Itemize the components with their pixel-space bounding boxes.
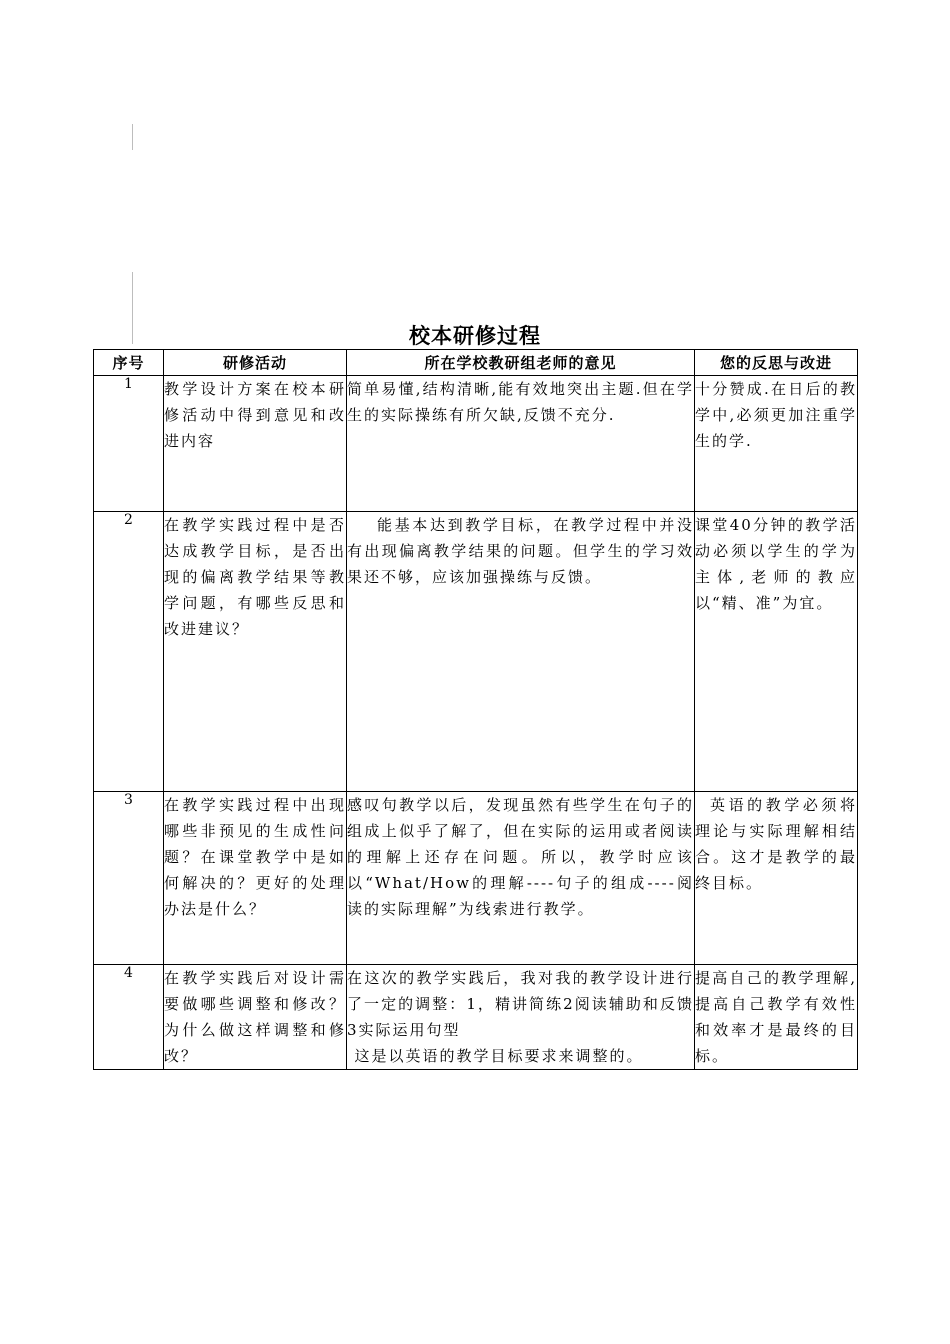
opinion-text: 简单易懂,结构清晰,能有效地突出主题.但在学生的实际操练有所欠缺,反馈不充分. bbox=[347, 380, 694, 424]
reflection-cell bbox=[695, 376, 858, 512]
header-reflection: 您的反思与改进 bbox=[695, 350, 858, 376]
page-title: 校本研修过程 bbox=[409, 324, 541, 348]
reflection-cell bbox=[695, 792, 858, 965]
margin-marker bbox=[132, 124, 133, 150]
table-row bbox=[94, 376, 858, 512]
opinion-note: 这是以英语的教学目标要求来调整的。 bbox=[354, 1047, 644, 1065]
header-activity: 研修活动 bbox=[164, 350, 347, 376]
research-table bbox=[93, 349, 858, 1070]
opinion-cell bbox=[347, 376, 695, 512]
opinion-cell bbox=[347, 512, 695, 792]
opinion-text: 感叹句教学以后，发现虽然有些学生在句子的组成上似乎了解了，但在实际的运用或者阅读的理解上还存在问题。所以，教学时应该以“What/How的理解----句子的组成----阅读的实际理解”为线索进行教学。 bbox=[347, 796, 694, 918]
opinion-text: 在这次的教学实践后，我对我的教学设计进行了一定的调整：1，精讲简练2阅读辅助和反馈3实际运用句型 bbox=[347, 969, 694, 1039]
activity-text: 教学设计方案在校本研修活动中得到意见和改进内容 bbox=[164, 380, 346, 450]
table-row bbox=[94, 965, 858, 1070]
row-number: 4 bbox=[94, 965, 164, 1070]
table-row bbox=[94, 792, 858, 965]
reflection-cell bbox=[695, 512, 858, 792]
table-row bbox=[94, 512, 858, 792]
row-number: 3 bbox=[94, 792, 164, 965]
opinion-cell bbox=[347, 792, 695, 965]
activity-text: 在教学实践过程中出现哪些非预见的生成性问题？在课堂教学中是如何解决的？更好的处理办法是什么？ bbox=[164, 796, 346, 918]
activity-text: 在教学实践过程中是否达成教学目标，是否出现的偏离教学结果等教学问题，有哪些反思和改进建议？ bbox=[164, 516, 346, 638]
reflection-text: 提高自己的教学理解,提高自己教学有效性和效率才是最终的目标。 bbox=[695, 969, 857, 1065]
activity-cell bbox=[164, 792, 347, 965]
activity-cell bbox=[164, 965, 347, 1070]
opinion-text: 能基本达到教学目标，在教学过程中并没有出现偏离教学结果的问题。但学生的学习效果还不够，应该加强操练与反馈。 bbox=[347, 516, 694, 586]
activity-cell bbox=[164, 512, 347, 792]
reflection-cell bbox=[695, 965, 858, 1070]
activity-cell bbox=[164, 376, 347, 512]
header-opinion: 所在学校教研组老师的意见 bbox=[347, 350, 695, 376]
reflection-text: 课堂40分钟的教学活动必须以学生的学为主体,老师的教应以“精、准”为宜。 bbox=[695, 516, 857, 612]
activity-text: 在教学实践后对设计需要做哪些调整和修改？为什么做这样调整和修改？ bbox=[164, 969, 346, 1065]
reflection-text: 英语的教学必须将理论与实际理解相结合。这才是教学的最终目标。 bbox=[695, 796, 857, 892]
row-number: 2 bbox=[94, 512, 164, 792]
header-no: 序号 bbox=[94, 350, 164, 376]
reflection-text: 十分赞成.在日后的教学中,必须更加注重学生的学. bbox=[695, 380, 857, 450]
opinion-cell bbox=[347, 965, 695, 1070]
table-header-row bbox=[94, 350, 858, 376]
row-number: 1 bbox=[94, 376, 164, 512]
